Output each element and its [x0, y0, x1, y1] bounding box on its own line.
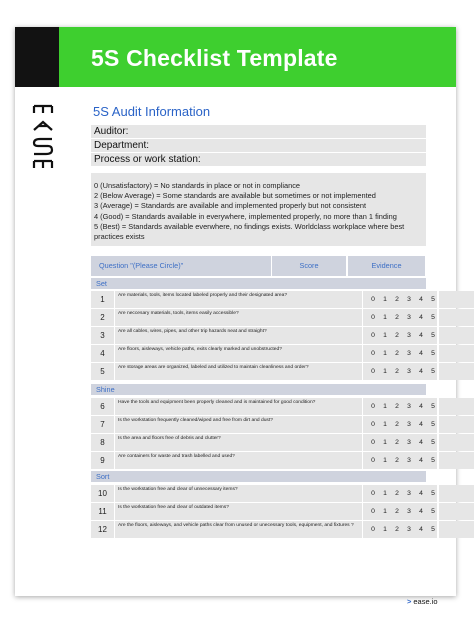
evidence-field[interactable] [439, 416, 474, 433]
table-row [91, 327, 435, 344]
question-text: Is the workstation free and clear of outdated items? [115, 503, 362, 520]
row-number: 2 [91, 309, 114, 326]
evidence-field[interactable] [439, 327, 474, 344]
row-number: 5 [91, 363, 114, 380]
score-option[interactable]: 3 [407, 526, 411, 533]
score-option[interactable]: 5 [431, 439, 435, 446]
ease-logo-icon [32, 104, 54, 170]
table-row [91, 434, 435, 451]
score-option[interactable]: 5 [431, 350, 435, 357]
score-option[interactable]: 5 [431, 508, 435, 515]
score-options [363, 345, 437, 362]
score-options [363, 327, 437, 344]
page-title: 5S Checklist Template [91, 45, 338, 71]
legend-line: 3 (Average) = Standards are available and implemented properly but not consistent [94, 201, 367, 211]
question-text: Are all cables, wires, pipes, and other trip hazards neat and straight? [115, 327, 362, 344]
score-options [363, 485, 437, 502]
table-row [91, 521, 435, 538]
row-number: 3 [91, 327, 114, 344]
score-option[interactable]: 2 [395, 457, 399, 464]
score-options [363, 309, 437, 326]
score-option[interactable]: 4 [419, 350, 423, 357]
row-number: 12 [91, 521, 114, 538]
score-header: Score [272, 256, 346, 276]
score-option[interactable]: 1 [383, 508, 387, 515]
score-option[interactable]: 0 [371, 457, 375, 464]
chevron-right-icon: > [407, 597, 412, 606]
score-option[interactable]: 0 [371, 350, 375, 357]
score-option[interactable]: 0 [371, 508, 375, 515]
evidence-header: Evidence [348, 256, 425, 276]
scoring-legend [91, 173, 426, 246]
score-option[interactable]: 3 [407, 439, 411, 446]
score-option[interactable]: 0 [371, 490, 375, 497]
table-row [91, 291, 435, 308]
score-option[interactable]: 2 [395, 350, 399, 357]
table-row [91, 485, 435, 502]
score-option[interactable]: 1 [383, 439, 387, 446]
score-option[interactable]: 4 [419, 332, 423, 339]
evidence-field[interactable] [439, 291, 474, 308]
score-option[interactable]: 3 [407, 490, 411, 497]
score-option[interactable]: 1 [383, 368, 387, 375]
question-text: Is the workstation free and clear of unnecessary items? [115, 485, 362, 502]
evidence-field[interactable] [439, 521, 474, 538]
question-text: Have the tools and equipment been properly cleaned and is maintained for good condition? [115, 398, 362, 415]
question-header: Question "(Please Circle)" [91, 256, 271, 276]
score-option[interactable]: 5 [431, 457, 435, 464]
legend-line: 4 (Good) = Standards available in everywhere, implemented properly, no more than 1 finding [94, 211, 397, 221]
row-number: 10 [91, 485, 114, 502]
score-options [363, 291, 437, 308]
score-option[interactable]: 4 [419, 368, 423, 375]
score-option[interactable]: 3 [407, 332, 411, 339]
evidence-field[interactable] [439, 345, 474, 362]
score-option[interactable]: 0 [371, 314, 375, 321]
department-field[interactable]: Department: [91, 139, 426, 152]
score-option[interactable]: 1 [383, 403, 387, 410]
score-option[interactable]: 0 [371, 526, 375, 533]
process-field[interactable]: Process or work station: [91, 153, 426, 166]
score-option[interactable]: 1 [383, 296, 387, 303]
score-option[interactable]: 3 [407, 314, 411, 321]
table-row [91, 398, 435, 415]
score-option[interactable]: 3 [407, 350, 411, 357]
score-option[interactable]: 4 [419, 439, 423, 446]
question-text: Are storage areas are organized, labeled and utilized to maintain cleanliness and order? [115, 363, 362, 380]
score-options [363, 416, 437, 433]
row-number: 9 [91, 452, 114, 469]
score-option[interactable]: 1 [383, 526, 387, 533]
table-row [91, 416, 435, 433]
table-row [91, 452, 435, 469]
score-options [363, 398, 437, 415]
score-option[interactable]: 3 [407, 457, 411, 464]
row-number: 1 [91, 291, 114, 308]
row-number: 7 [91, 416, 114, 433]
score-option[interactable]: 2 [395, 490, 399, 497]
row-number: 4 [91, 345, 114, 362]
row-number: 11 [91, 503, 114, 520]
question-text: Are neccesary materials, tools, items easily accessible? [115, 309, 362, 326]
score-options [363, 363, 437, 380]
score-option[interactable]: 0 [371, 368, 375, 375]
score-option[interactable]: 2 [395, 314, 399, 321]
score-option[interactable]: 4 [419, 457, 423, 464]
score-option[interactable]: 2 [395, 439, 399, 446]
score-option[interactable]: 3 [407, 296, 411, 303]
score-option[interactable]: 5 [431, 332, 435, 339]
legend-line: 0 (Unsatisfactory) = No standards in place or not in compliance [94, 181, 301, 190]
score-option[interactable]: 1 [383, 457, 387, 464]
question-text: Is the area and floors free of debris and clutter? [115, 434, 362, 451]
score-option[interactable]: 5 [431, 526, 435, 533]
score-option[interactable]: 2 [395, 296, 399, 303]
score-option[interactable]: 0 [371, 439, 375, 446]
table-row [91, 503, 435, 520]
row-number: 8 [91, 434, 114, 451]
evidence-field[interactable] [439, 363, 474, 380]
auditor-field[interactable]: Auditor: [91, 125, 426, 138]
score-option[interactable]: 5 [431, 403, 435, 410]
score-option[interactable]: 3 [407, 403, 411, 410]
score-option[interactable]: 3 [407, 368, 411, 375]
row-number: 6 [91, 398, 114, 415]
question-text: Are materials, tools, items located labeled properly and their designated area? [115, 291, 362, 308]
score-options [363, 503, 437, 520]
score-option[interactable]: 4 [419, 403, 423, 410]
evidence-field[interactable] [439, 485, 474, 502]
score-option[interactable]: 2 [395, 508, 399, 515]
legend-line: practices exists [94, 232, 145, 242]
score-option[interactable]: 1 [383, 332, 387, 339]
score-option[interactable]: 5 [431, 296, 435, 303]
evidence-field[interactable] [439, 434, 474, 451]
score-option[interactable]: 1 [383, 350, 387, 357]
score-option[interactable]: 1 [383, 314, 387, 321]
evidence-field[interactable] [439, 309, 474, 326]
legend-line: 2 (Below Average) = Some standards are available but sometimes or not implemented [94, 191, 376, 201]
score-option[interactable]: 1 [383, 421, 387, 428]
evidence-field[interactable] [439, 503, 474, 520]
score-option[interactable]: 2 [395, 421, 399, 428]
score-option[interactable]: 4 [419, 421, 423, 428]
score-option[interactable]: 4 [419, 508, 423, 515]
score-option[interactable]: 2 [395, 368, 399, 375]
score-option[interactable]: 4 [419, 314, 423, 321]
table-row [91, 309, 435, 326]
question-text: Are containers for waste and trash labelled and used? [115, 452, 362, 469]
section-label: Sort [91, 471, 426, 482]
score-option[interactable]: 5 [431, 490, 435, 497]
score-option[interactable]: 5 [431, 314, 435, 321]
table-row [91, 345, 435, 362]
score-option[interactable]: 4 [419, 526, 423, 533]
evidence-field[interactable] [439, 452, 474, 469]
section-label: Shine [91, 384, 426, 395]
score-options [363, 521, 437, 538]
score-option[interactable]: 0 [371, 421, 375, 428]
score-option[interactable]: 4 [419, 296, 423, 303]
score-option[interactable]: 1 [383, 490, 387, 497]
score-option[interactable]: 5 [431, 421, 435, 428]
score-option[interactable]: 3 [407, 508, 411, 515]
footer-text: ease.io [413, 597, 438, 606]
question-text: Are floors, aisleways, vehicle paths, exits clearly marked and unobstructed? [115, 345, 362, 362]
score-option[interactable]: 2 [395, 403, 399, 410]
header-black-block [15, 27, 59, 87]
score-option[interactable]: 0 [371, 332, 375, 339]
evidence-field[interactable] [439, 398, 474, 415]
section-label: Set [91, 278, 426, 289]
legend-line: 5 (Best) = Standards available everwhere, no findings exists. Worldclass workplace where best [94, 221, 405, 231]
audit-info-title: 5S Audit Information [93, 104, 211, 119]
question-text: Is the workstation frequently cleaned/wiped and free from dirt and dust? [115, 416, 362, 433]
score-option[interactable]: 4 [419, 490, 423, 497]
score-options [363, 452, 437, 469]
score-option[interactable]: 0 [371, 296, 375, 303]
score-options [363, 434, 437, 451]
table-row [91, 363, 435, 380]
score-option[interactable]: 0 [371, 403, 375, 410]
question-text: Are the floors, aisleways, and vehicle paths clear from unused or unecessary tools, equipment, and fixtures ? [115, 521, 362, 538]
footer-link[interactable] [407, 597, 438, 606]
score-option[interactable]: 2 [395, 526, 399, 533]
score-option[interactable]: 3 [407, 421, 411, 428]
score-option[interactable]: 5 [431, 368, 435, 375]
score-option[interactable]: 2 [395, 332, 399, 339]
